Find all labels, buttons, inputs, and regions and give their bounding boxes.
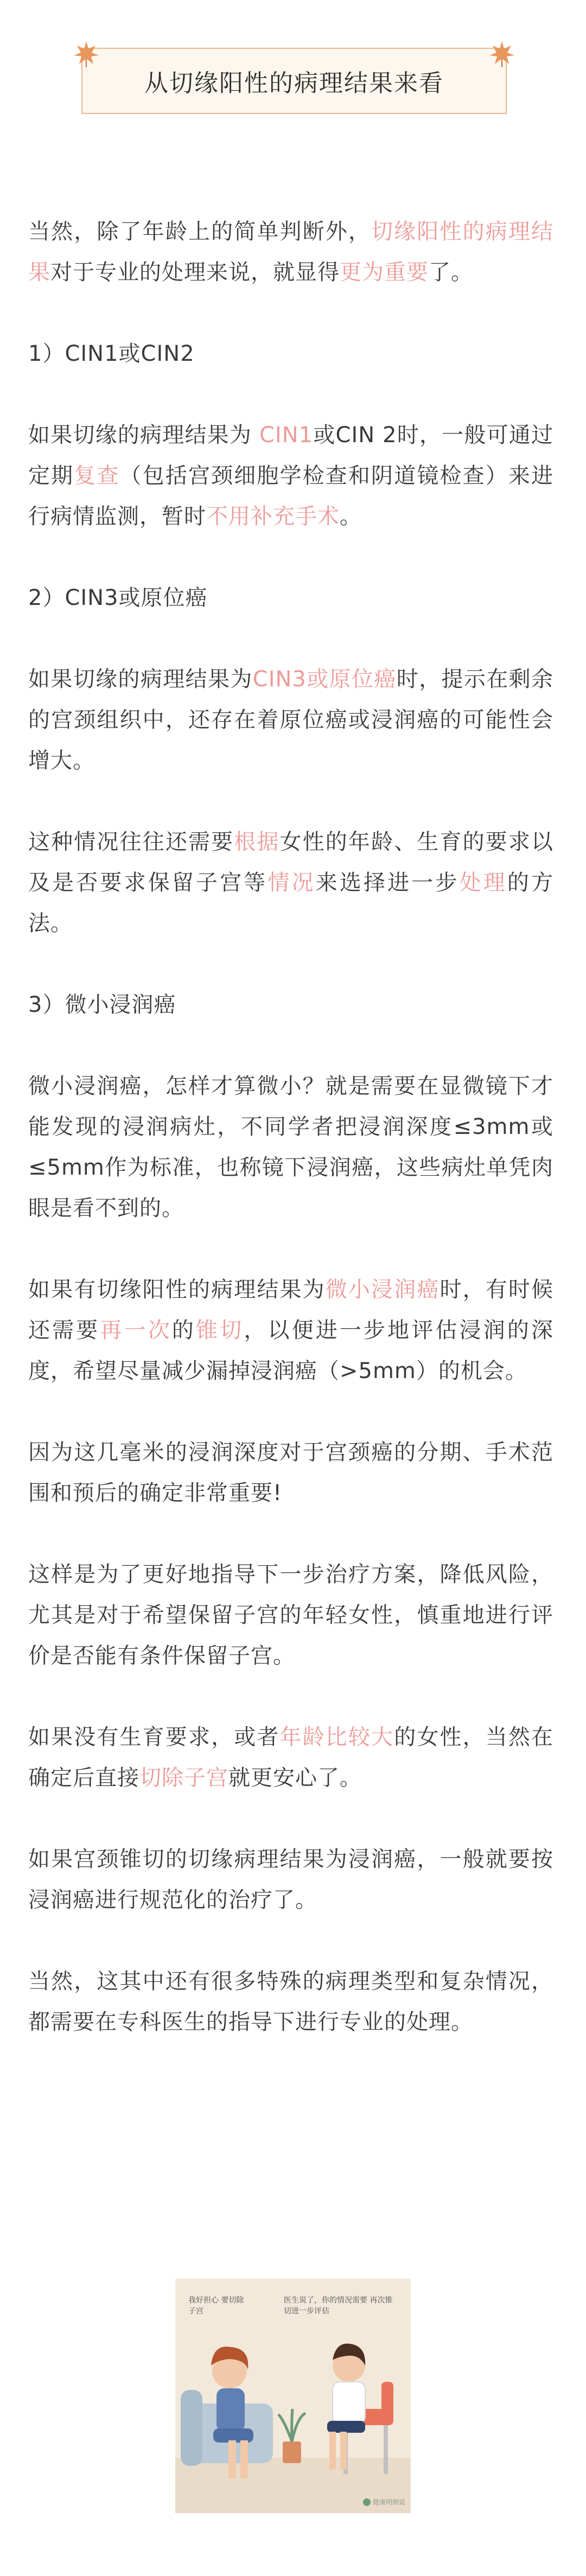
wechat-logo-icon — [363, 2498, 371, 2506]
highlight-text: CIN1 — [259, 423, 314, 448]
text: 的方法。 — [28, 870, 554, 936]
article-body — [28, 212, 553, 2083]
paragraph: 这样是为了更好地指导下一步治疗方案，降低风险，尤其是对于希望保留子宫的年轻女性，慎重地进行评价是否能有条件保留子宫。 — [28, 1562, 553, 1668]
text: 时，有时候还需要 — [28, 1277, 554, 1343]
speech-bubble-doctor: 医生说了，你的情况需要 再次锥切进一步评估 — [284, 2296, 393, 2316]
text: 的 — [171, 1318, 196, 1343]
text: 如果没有生育要求，或者 — [28, 1725, 280, 1750]
text: 就更安心了。 — [228, 1765, 362, 1790]
paragraph — [28, 659, 553, 781]
text: 。 — [340, 504, 362, 529]
speech-bubble-patient: 我好担心 要切除子宫 — [188, 2296, 244, 2316]
text: 来选择进一步 — [315, 870, 460, 895]
highlight-text: 处理 — [459, 870, 507, 895]
text: 的女性，当然在确定后直接 — [28, 1725, 554, 1790]
paragraph: 微小浸润癌，怎样才算微小？就是需要在显微镜下才能发现的浸润病灶，不同学者把浸润深度≤3mm或≤5mm作为标准，也称镜下浸润癌，这些病灶单凭肉眼是看不到的。 — [28, 1074, 553, 1221]
text: 如果有切缘阳性的病理结果为 — [28, 1277, 326, 1302]
text: 对于专业的处理来说，就显得 — [50, 260, 340, 285]
maple-leaf-icon — [487, 39, 517, 68]
text: 如果切缘的病理结果为 — [28, 667, 253, 692]
watermark-text: 健康明朗说 — [372, 2498, 405, 2506]
highlight-text: 年龄比较大 — [279, 1725, 394, 1750]
text: 这种情况往往还需要 — [28, 830, 234, 855]
text: 了。 — [429, 260, 473, 285]
highlight-text: 不用补充手术 — [206, 504, 340, 529]
highlight-text: 切缘阳性的病理结果 — [28, 219, 554, 285]
highlight-text: 根据 — [234, 830, 280, 855]
section-title-box — [81, 48, 507, 114]
section-heading: 2）CIN3或原位癌 — [28, 585, 208, 610]
text: 女性的年龄、生育的要求以及是否要求保留子宫等 — [28, 830, 554, 895]
page-title: 从切缘阳性的病理结果来看 — [144, 69, 444, 97]
text: 当然，除了年龄上的简单判断外， — [28, 219, 372, 244]
text: ，以便进一步地评估浸润的深度，希望尽量减少漏掉浸润癌（>5mm）的机会。 — [28, 1318, 554, 1383]
text: 时，提示在剩余的宫颈组织中，还存在着原位癌或浸润癌的可能性会增大。 — [28, 667, 554, 773]
highlight-text: 切除子宫 — [139, 1765, 228, 1790]
text: 或CIN 2时，一般可通过定期 — [28, 423, 553, 488]
illustration-doctor-consultation — [175, 2279, 411, 2513]
paragraph: 因为这几毫米的浸润深度对于宫颈癌的分期、手术范围和预后的确定非常重要! — [28, 1440, 553, 1506]
highlight-text: 情况 — [267, 870, 316, 895]
highlight-text: 复查 — [74, 463, 120, 488]
highlight-text: 更为重要 — [340, 260, 429, 285]
paragraph — [28, 822, 553, 944]
section-heading: 1）CIN1或CIN2 — [28, 341, 195, 366]
paragraph — [28, 415, 553, 537]
maple-leaf-icon — [72, 39, 101, 68]
paragraph — [28, 1270, 553, 1392]
highlight-text: 再一次 — [100, 1318, 172, 1343]
section-heading: 3）微小浸润癌 — [28, 992, 176, 1017]
highlight-text: CIN3或原位癌 — [252, 667, 397, 692]
text: （包括宫颈细胞学检查和阴道镜检查）来进行病情监测，暂时 — [28, 463, 554, 529]
text: 如果切缘的病理结果为 — [28, 423, 259, 448]
highlight-text: 锥切 — [196, 1318, 244, 1343]
paragraph: 当然，这其中还有很多特殊的病理类型和复杂情况，都需要在专科医生的指导下进行专业的处理。 — [28, 1969, 553, 2035]
paragraph — [28, 212, 553, 293]
watermark — [363, 2497, 405, 2507]
paragraph: 如果宫颈锥切的切缘病理结果为浸润癌，一般就要按浸润癌进行规范化的治疗了。 — [28, 1847, 553, 1912]
paragraph — [28, 1717, 553, 1799]
highlight-text: 微小浸润癌 — [325, 1277, 440, 1302]
